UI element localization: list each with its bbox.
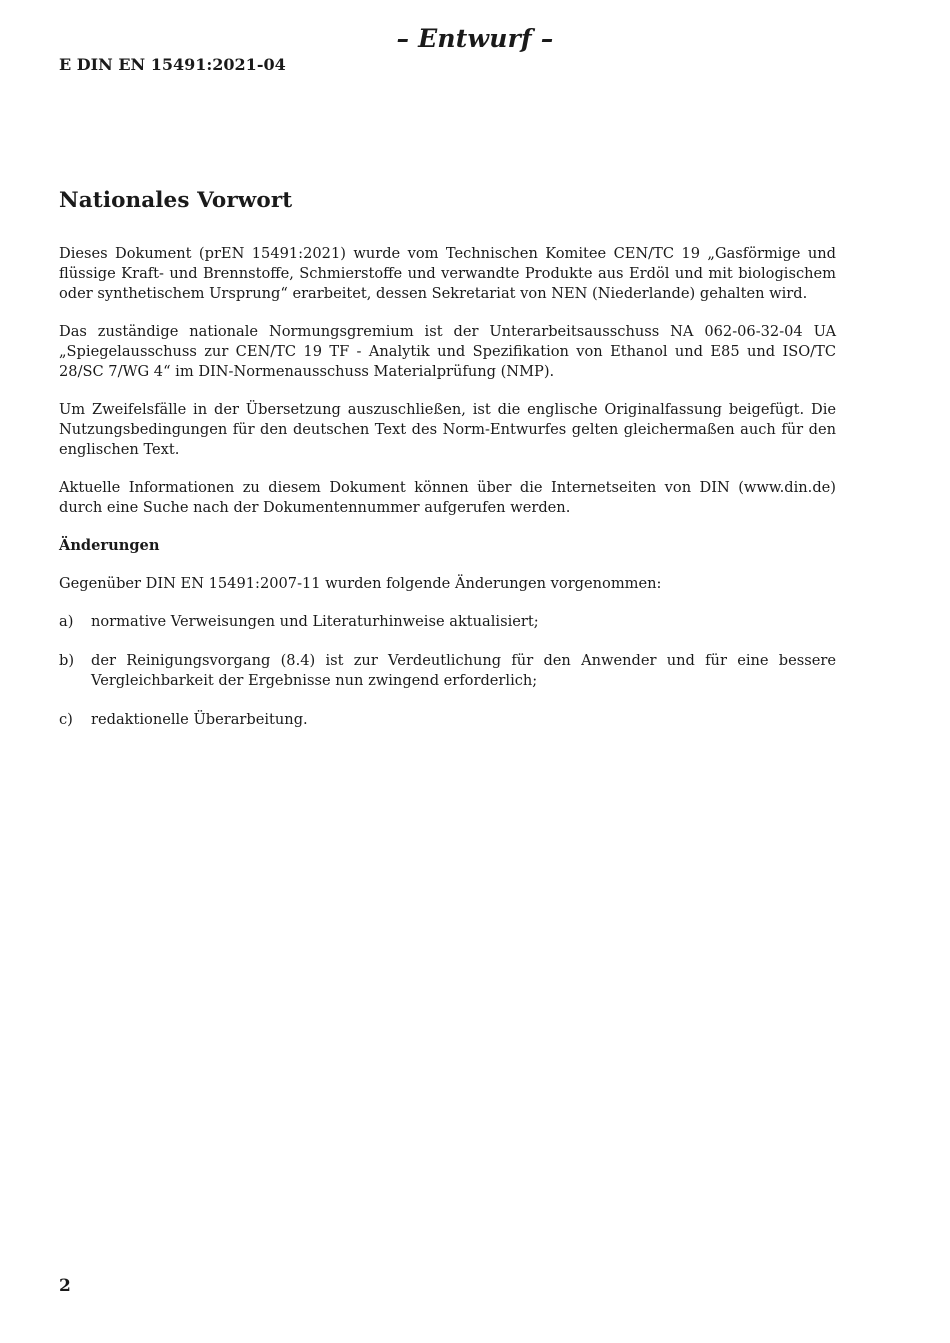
list-item [59,612,836,632]
list-item-text: der Reinigungsvorgang (8.4) ist zur Verdeutlichung für den Anwender und für eine bessere Vergleichbarkeit der Ergebnisse nun zwingend erforderlich; [91,652,836,689]
list-item [59,651,836,691]
paragraph-information: Aktuelle Informationen zu diesem Dokument können über die Internetseiten von DIN (www.din.de) durch eine Suche nach der Dokumentennummer aufgerufen werden. [59,479,836,516]
list-marker: c) [59,711,73,728]
document-id: E DIN EN 15491:2021-04 [59,55,286,74]
section-title: Nationales Vorwort [59,188,293,213]
list-item-text: normative Verweisungen und Literaturhinweise aktualisiert; [91,613,539,630]
page-number: 2 [59,1276,71,1296]
list-item [59,710,836,730]
changes-list [59,612,836,730]
changes-intro: Gegenüber DIN EN 15491:2007-11 wurden folgende Änderungen vorgenommen: [59,575,662,592]
paragraph-national-body: Das zuständige nationale Normungsgremium ist der Unterarbeitsausschuss NA 062-06-32-04 UA „Spiegelausschuss zur CEN/TC 19 TF - Analytik und Spezifikation von Ethanol und E85 und ISO/TC 28/SC 7/WG 4“ im DIN-Normenausschuss Materialprüfung (NMP). [59,323,836,380]
draft-banner: – Entwurf – [396,24,554,53]
main-content [59,188,836,749]
list-marker: a) [59,613,74,630]
list-item-text: redaktionelle Überarbeitung. [91,711,308,728]
list-marker: b) [59,652,75,669]
paragraph-committee: Dieses Dokument (prEN 15491:2021) wurde vom Technischen Komitee CEN/TC 19 „Gasförmige und flüssige Kraft- und Brennstoffe, Schmierstoffe und verwandte Produkte aus Erdöl und mit biologischem oder synthetischem Ursprung“ erarbeitet, dessen Sekretariat von NEN (Niederlande) gehalten wird. [59,245,836,302]
paragraph-translation: Um Zweifelsfälle in der Übersetzung auszuschließen, ist die englische Originalfassung beigefügt. Die Nutzungsbedingungen für den deutschen Text des Norm-Entwurfes gelten gleichermaßen auch für den englischen Text. [59,401,836,458]
changes-heading: Änderungen [59,537,160,554]
